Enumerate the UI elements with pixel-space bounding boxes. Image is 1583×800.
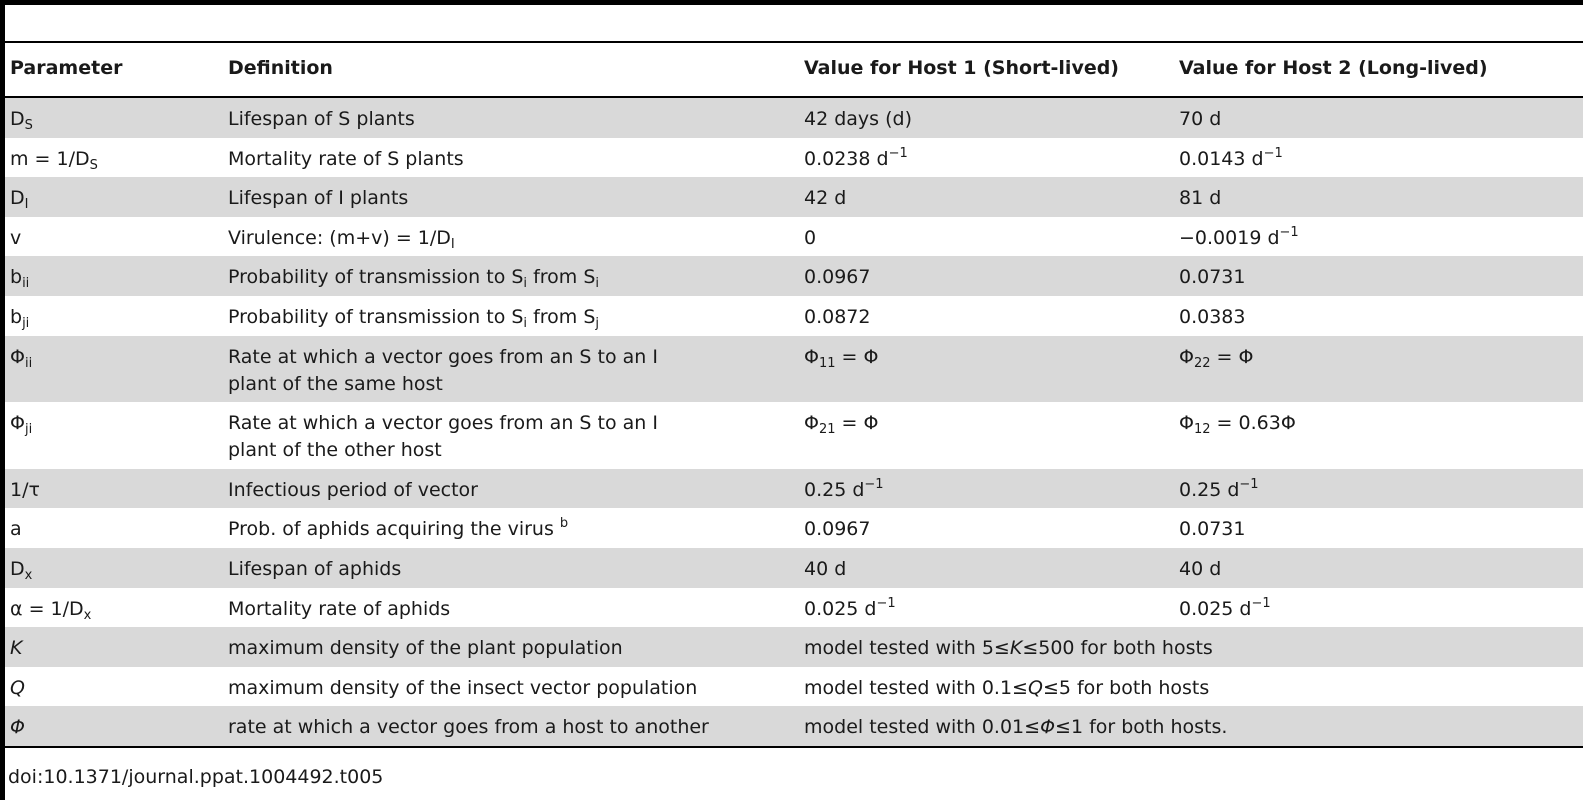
param-cell: $D_x$	[10, 557, 33, 583]
table-row	[5, 217, 1583, 257]
table-row	[5, 98, 1583, 138]
host1-cell: 42 d	[804, 187, 847, 210]
table-row	[5, 706, 1583, 746]
table-row	[5, 138, 1583, 178]
header-host1: Value for Host 1 (Short-lived)	[804, 57, 1119, 79]
table-row	[5, 256, 1583, 296]
table-row	[5, 402, 1583, 469]
host2-cell: 0.0143 $d^{-1}$	[1179, 145, 1283, 170]
definition-cell: Lifespan of aphids	[228, 557, 402, 580]
host2-cell: −0.0019 $d^{-1}$	[1179, 224, 1299, 249]
host1-cell: 0.0872	[804, 305, 871, 328]
host-range-cell: model tested with 0.1≤Q≤5 for both hosts	[804, 676, 1210, 699]
host1-cell: $\Phi_{11} = \Phi$	[804, 345, 879, 371]
definition-cell: rate at which a vector goes from a host to another	[228, 716, 709, 739]
host1-cell: 42 days (d)	[804, 108, 912, 130]
definition-cell: Virulence: $(m+v) = 1/D_I$	[228, 226, 455, 252]
host2-cell: $\Phi_{22} = \Phi$	[1179, 345, 1254, 371]
top-rule	[0, 0, 1583, 5]
param-cell: a	[10, 518, 22, 541]
param-cell: v	[10, 226, 22, 249]
definition-cell: Lifespan of I plants	[228, 187, 409, 210]
host2-cell: 0.0383	[1179, 305, 1246, 328]
table-row	[5, 667, 1583, 707]
host1-cell: 0.0238 $d^{-1}$	[804, 145, 908, 170]
param-cell: $D_I$	[10, 187, 29, 213]
host1-cell: $\Phi_{21} = \Phi$	[804, 412, 879, 438]
param-cell: $m = 1/D_S$	[10, 147, 98, 173]
table-row	[5, 336, 1583, 403]
param-cell: $\Phi_{ji}$	[10, 412, 33, 438]
param-cell: $\alpha = 1/D_x$	[10, 597, 92, 623]
host-range-cell: model tested with 5≤K≤500 for both hosts	[804, 637, 1213, 660]
host1-cell: 0.0967	[804, 518, 871, 541]
definition-cell: Probability of transmission to $S_i$ from $S_j$	[228, 305, 600, 331]
definition-cell: maximum density of the insect vector population	[228, 676, 698, 699]
host-range-cell: model tested with 0.01≤Φ≤1 for both hosts.	[804, 716, 1228, 739]
host1-cell: 0.025 $d^{-1}$	[804, 595, 896, 620]
table-row	[5, 627, 1583, 667]
param-cell: $b_{ji}$	[10, 305, 30, 331]
host2-cell: 0.025 $d^{-1}$	[1179, 595, 1271, 620]
header-parameter: Parameter	[10, 57, 123, 79]
host2-cell: $\Phi_{12} = 0.63\Phi$	[1179, 412, 1296, 438]
host1-cell: 40 d	[804, 557, 847, 580]
definition-cell: Mortality rate of aphids	[228, 597, 451, 620]
host2-cell: 0.0731	[1179, 518, 1246, 541]
host2-cell: 81 d	[1179, 187, 1222, 210]
table-row	[5, 177, 1583, 217]
param-cell: $D_S$	[10, 108, 33, 133]
header-host2: Value for Host 2 (Long-lived)	[1179, 57, 1488, 79]
definition-cell: Lifespan of S plants	[228, 108, 415, 130]
definition-cell: Infectious period of vector	[228, 478, 478, 501]
table-body	[5, 98, 1583, 746]
doi-footer: doi:10.1371/journal.ppat.1004492.t005	[8, 766, 384, 788]
host2-cell: 0.25 $d^{-1}$	[1179, 476, 1259, 501]
table-row	[5, 548, 1583, 588]
table-row	[5, 588, 1583, 628]
host1-cell: 0	[804, 226, 817, 249]
host1-cell: 0.0967	[804, 266, 871, 289]
param-cell: Q	[10, 676, 25, 699]
definition-cell: Prob. of aphids acquiring the virus $^b$	[228, 516, 569, 541]
definition-cell: Rate at which a vector goes from an S to an I plant of the other host	[228, 412, 658, 462]
param-cell: $\Phi_{ii}$	[10, 345, 33, 371]
host2-cell: 70 d	[1179, 108, 1222, 130]
header-definition: Definition	[228, 57, 333, 79]
param-cell: 1/τ	[10, 478, 40, 501]
param-cell: K	[10, 637, 23, 660]
table-row	[5, 296, 1583, 336]
host1-cell: 0.25 $d^{-1}$	[804, 476, 884, 501]
host2-cell: 40 d	[1179, 557, 1222, 580]
host2-cell: 0.0731	[1179, 266, 1246, 289]
definition-cell: Rate at which a vector goes from an S to an I plant of the same host	[228, 345, 658, 395]
table-header	[5, 43, 1583, 96]
definition-cell: Probability of transmission to $S_i$ from $S_i$	[228, 266, 600, 292]
definition-cell: maximum density of the plant population	[228, 637, 623, 660]
table-row	[5, 469, 1583, 509]
param-cell: $b_{ii}$	[10, 266, 30, 292]
table-bottom-rule	[5, 746, 1583, 748]
param-cell: Φ	[10, 716, 25, 739]
definition-cell: Mortality rate of S plants	[228, 147, 464, 170]
table-row	[5, 508, 1583, 548]
